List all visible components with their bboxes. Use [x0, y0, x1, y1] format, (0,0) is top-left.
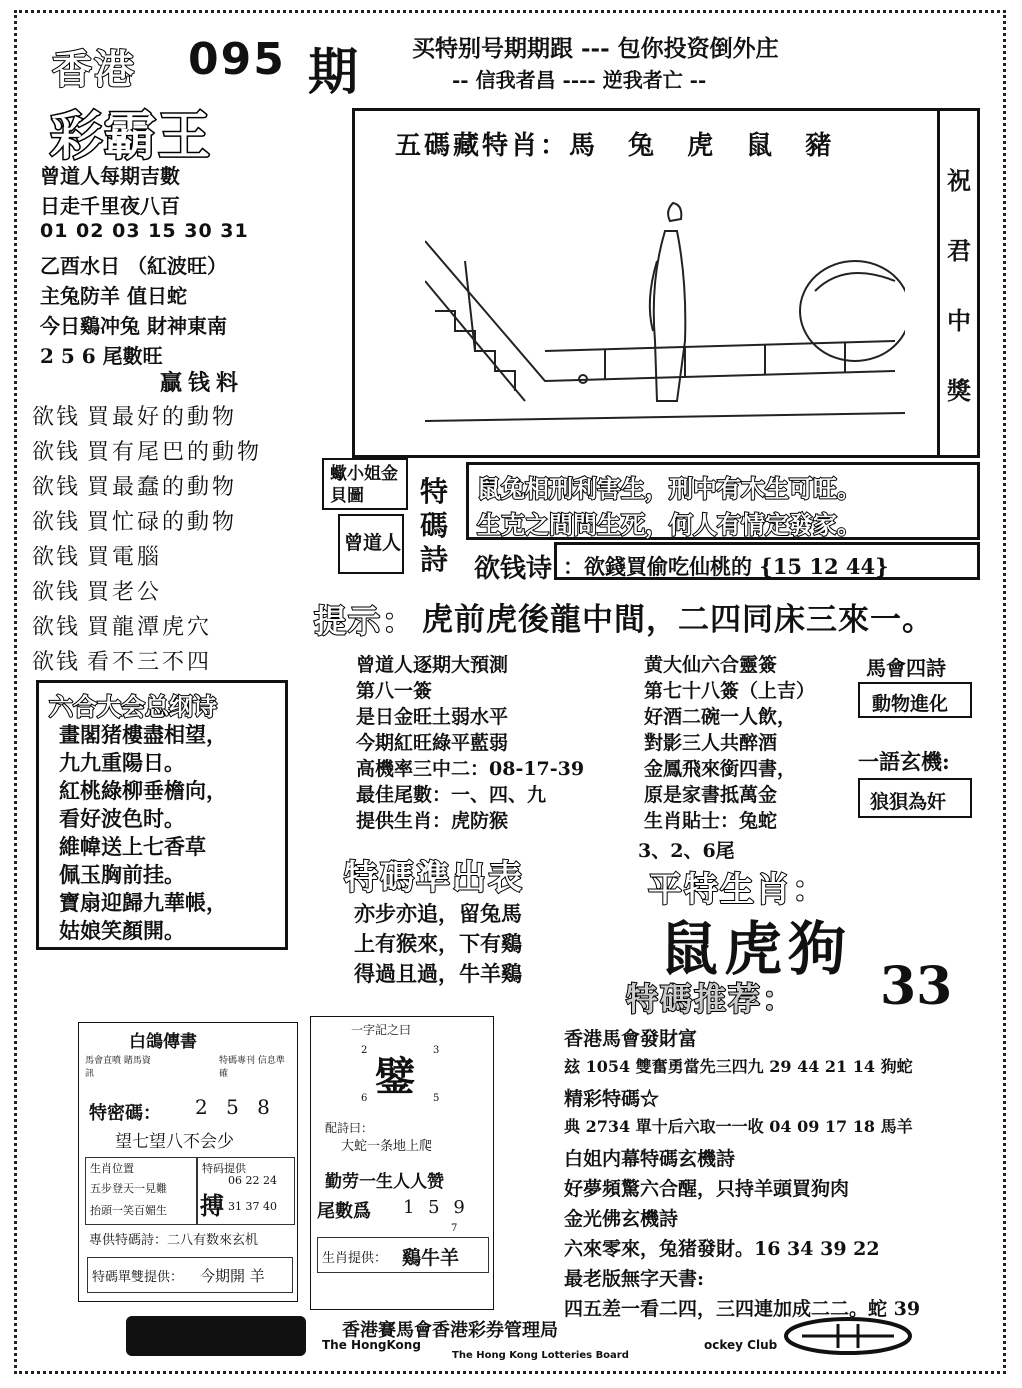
special-poem-box: [466, 462, 980, 540]
secret-value: 2 5 8: [195, 1095, 276, 1119]
seal-scorpion: [322, 458, 408, 510]
footer-en-right: ockey Club: [704, 1338, 778, 1352]
poem-line-2: 生克之間問生死，何人有情定發家。: [477, 511, 861, 539]
list-line: 六來零來，兔猪發財。16 34 39 22: [564, 1238, 880, 1260]
word-char: 鐾: [375, 1053, 415, 1100]
list-line: 精彩特碼☆: [564, 1088, 660, 1110]
forecast-line: 第八一簽: [356, 680, 433, 702]
issue-suffix: 期: [308, 42, 358, 101]
slogan-line1: 买特别号期期跟 --- 包你投资倒外庄: [412, 35, 779, 62]
label-char: 詩: [420, 543, 449, 576]
hint-text: 虎前虎後龍中間，二四同床三來一。: [422, 602, 934, 638]
word-tail-label: 尾數爲: [317, 1201, 371, 1222]
flat-special-value: 鼠虎狗: [660, 915, 853, 983]
info-line: 曾道人每期吉數: [40, 164, 180, 188]
wts-line: 金鳳飛來銜四書，: [644, 758, 797, 780]
poem-line: 紅桃綠柳垂檐向，: [59, 778, 227, 803]
brand-main: 彩霸王: [50, 107, 213, 167]
poem-line: 姑娘笑顏開。: [59, 918, 185, 943]
pos-label: 生肖位置: [90, 1162, 134, 1175]
wts-line: 黄大仙六合靈簽: [644, 654, 778, 676]
forecast-line: 曾道人逐期大預測: [356, 654, 509, 676]
pick-block: [197, 1157, 295, 1225]
forecast-line: 最佳尾數：一、四、九: [356, 784, 547, 806]
picture-box: [352, 108, 940, 458]
pick-nums: 06 22 24: [228, 1174, 277, 1187]
item-text: 看不三不四: [87, 650, 213, 675]
brand-top: 香港: [52, 47, 136, 93]
list-item: [32, 645, 322, 680]
list-item: [32, 435, 322, 470]
pos-line: 五步登天一見難: [90, 1182, 167, 1195]
item-prefix: 欲钱: [32, 580, 81, 605]
pigeon-card: [78, 1022, 298, 1302]
item-text: 買龍潭虎穴: [87, 615, 213, 640]
pos-line: 抬頭一笑百媚生: [90, 1204, 167, 1217]
list-item: [32, 505, 322, 540]
zodiac-block: [317, 1237, 489, 1273]
dual-value: 今期開 羊: [200, 1267, 265, 1285]
word-tail-value: 1 5 9: [403, 1197, 469, 1218]
item-text: 買有尾巴的動物: [87, 440, 263, 465]
dual-label: 特碼單雙提供：: [92, 1270, 184, 1285]
info-line: 01 02 03 15 30 31: [40, 220, 249, 242]
good-luck-banner: [940, 108, 980, 458]
issue-number: 095: [188, 34, 286, 85]
poem-line-1: 鼠兔相刑利害生，刑中有木生可旺。: [477, 475, 861, 503]
win-material-title: 贏钱料: [160, 370, 245, 396]
item-prefix: 欲钱: [32, 405, 81, 430]
pigeon-special-poem: 專供特碼詩：二八有数來玄机: [89, 1233, 259, 1248]
liuhe-lines: [59, 719, 227, 943]
win-material-list: [32, 400, 322, 680]
poem-line: 九九重陽日。: [59, 750, 185, 775]
side-char: 中: [947, 306, 971, 335]
table-line: 亦步亦追，留兔馬: [354, 901, 522, 926]
wts-line: 第七十八簽（上吉）: [644, 680, 816, 702]
pigeon-small-right: 特碼專刊 信息準確: [219, 1056, 285, 1079]
flat-special-title: 平特生肖：: [648, 870, 828, 910]
word-poem: 大蛇一条地上爬: [341, 1139, 433, 1154]
zodiac-value: 鷄牛羊: [402, 1247, 460, 1269]
hkjc-logo-icon: [126, 1316, 306, 1356]
poem-line: 寶扇迎歸九華帳，: [59, 890, 227, 915]
list-line: 香港馬會發財富: [564, 1028, 698, 1050]
table-line: 得過且過，牛羊鷄: [354, 961, 522, 986]
list-line: 好夢頻驚六合醒，只持羊頭買狗肉: [564, 1178, 850, 1200]
word-praise: 勤劳一生人人赞: [325, 1172, 444, 1192]
secret-label: 特密碼：: [89, 1103, 161, 1124]
lotteries-logo-icon: [782, 1316, 914, 1356]
list-item: [32, 540, 322, 575]
pigeon-small-left: 馬會直噴 賭馬資訊: [85, 1056, 151, 1079]
poem-line: 畫閣猪樓盡相望，: [59, 722, 227, 747]
seal-text: 曾道人: [344, 532, 402, 554]
forecast-line: 是日金旺土弱水平: [356, 706, 509, 728]
wts-line: 好酒二碗一人飲，: [644, 706, 797, 728]
footer-en-sub: The Hong Kong Lotteries Board: [452, 1350, 629, 1361]
one-word-box: [858, 778, 972, 818]
side-char: 祝: [947, 166, 971, 195]
one-word-value: 狼狽為奸: [870, 791, 947, 813]
item-prefix: 欲钱: [32, 545, 81, 570]
seal-zeng: [338, 514, 404, 574]
list-line: 四五差一看二四，三四連加成二二。蛇 39: [564, 1298, 921, 1320]
info-line: 乙酉水日 （紅波旺）: [40, 254, 227, 278]
jockey-poem-value: 動物進化: [872, 693, 949, 715]
slogan-line2: -- 信我者昌 ---- 逆我者亡 --: [452, 68, 707, 92]
list-item: [32, 470, 322, 505]
wong-tai-sin: [644, 650, 844, 832]
liuhe-title: 六合大会总纲诗: [49, 693, 217, 721]
forecast-line: 高機率三中二：08-17-39: [356, 758, 585, 780]
forecast-line: 提供生肖：虎防猴: [356, 810, 509, 832]
wts-line: 原是家書抵萬金: [644, 784, 778, 806]
item-text: 買忙碌的動物: [87, 510, 238, 535]
big-forecast: [356, 650, 636, 832]
dual-block: [87, 1257, 293, 1293]
pigeon-title: 白鴿傳書: [129, 1032, 197, 1052]
info-line: 今日鷄冲兔 財神東南: [40, 314, 227, 338]
list-line: 白姐内幕特碼玄機詩: [564, 1148, 736, 1170]
lady-illustration: [425, 201, 905, 441]
footer-en-left: The HongKong: [322, 1338, 421, 1352]
item-text: 買老公: [87, 580, 163, 605]
pick-char: 搏: [200, 1191, 224, 1220]
footer: [126, 1316, 926, 1362]
wts-tail: 3、2、6尾: [638, 840, 735, 862]
item-prefix: 欲钱: [32, 650, 81, 675]
pos-block: [85, 1157, 197, 1225]
money-poem-box: [554, 542, 980, 580]
poem-line: 看好波色时。: [59, 806, 185, 831]
special-table-title: 特碼準出表: [344, 858, 524, 898]
word-n3: 3: [433, 1045, 440, 1056]
list-line: 玆 1054 雙奮勇當先三四九 29 44 21 14 狗蛇: [564, 1057, 913, 1076]
label-char: 特: [420, 475, 449, 508]
right-list: [564, 1024, 1004, 1324]
word-n6: 6: [361, 1093, 368, 1104]
word-title: 一字記之曰: [351, 1023, 412, 1037]
wts-line: 對影三人共醉酒: [644, 732, 778, 754]
list-line: 金光佛玄機詩: [564, 1208, 679, 1230]
info-line: 主兔防羊 值日蛇: [40, 284, 187, 308]
hint-label: 提示：: [314, 602, 417, 640]
word-poem-label: 配詩曰：: [325, 1121, 374, 1135]
liuhe-poem-box: [36, 680, 288, 950]
word-n5: 5: [433, 1093, 440, 1104]
list-item: [32, 610, 322, 645]
special-recommend-title: 特碼推荐：: [626, 980, 797, 1018]
forecast-line: 今期紅旺綠平藍弱: [356, 732, 509, 754]
item-prefix: 欲钱: [32, 475, 81, 500]
table-line: 上有猴來，下有鷄: [354, 931, 522, 956]
word-n2: 2: [361, 1045, 368, 1056]
info-line: 日走千里夜八百: [40, 194, 180, 218]
zodiac-caption: 五碼藏特肖：馬 兔 虎 鼠 豬: [395, 131, 835, 161]
info-line: 2 5 6 尾數旺: [40, 344, 163, 368]
item-text: 買最蠢的動物: [87, 475, 238, 500]
pick-nums: 31 37 40: [228, 1200, 277, 1213]
item-text: 買電腦: [87, 545, 163, 570]
list-item: [32, 575, 322, 610]
daily-info: [40, 160, 310, 370]
list-line: 典 2734 單十后六取一一收 04 09 17 18 馬羊: [564, 1117, 913, 1136]
money-poem-label: 欲钱诗: [474, 554, 553, 584]
side-char: 獎: [947, 376, 971, 405]
poem-line: 佩玉胸前挂。: [59, 862, 185, 887]
list-item: [32, 400, 322, 435]
wts-line: 生肖貼士：兔蛇: [644, 810, 778, 832]
special-table-lines: [354, 898, 522, 988]
item-prefix: 欲钱: [32, 440, 81, 465]
special-recommend-value: 33: [880, 956, 953, 1017]
one-word-title: 一語玄機:: [858, 749, 950, 774]
wish-line: 望七望八不会少: [115, 1132, 234, 1152]
jockey-poem-box: [858, 682, 972, 718]
zodiac-label: 生肖提供：: [322, 1251, 388, 1266]
poem-line: 維幃送上七香草: [59, 834, 206, 859]
special-poem-label: [420, 470, 460, 576]
item-prefix: 欲钱: [32, 615, 81, 640]
label-char: 碼: [420, 509, 449, 542]
seal-text: 蠍小姐金貝圖: [330, 464, 398, 506]
pick-label: 特码提供: [202, 1162, 246, 1175]
jockey-poem-title: 馬會四詩: [866, 656, 946, 680]
word-n7: 7: [451, 1223, 458, 1234]
item-text: 買最好的動物: [87, 405, 238, 430]
side-char: 君: [947, 236, 971, 265]
list-line: 最老版無字天書:: [564, 1268, 705, 1290]
word-card: [310, 1016, 494, 1310]
item-prefix: 欲钱: [32, 510, 81, 535]
money-poem: ：欲錢買偷吃仙桃的 {15 12 44}: [563, 554, 889, 579]
footer-cn-title: 香港賽馬會香港彩券管理局: [342, 1320, 558, 1341]
